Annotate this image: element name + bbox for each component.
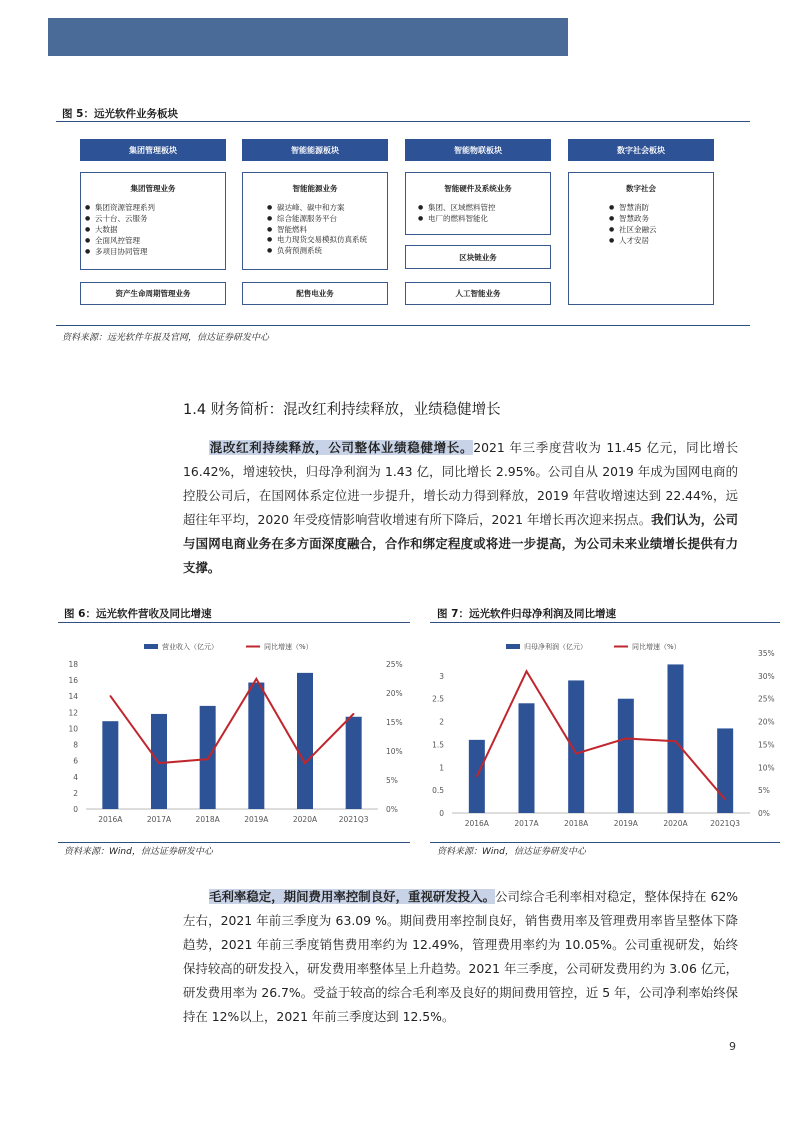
y-tick-label: 10: [68, 724, 78, 734]
panel-list: [406, 202, 550, 224]
panel-list: [81, 202, 225, 257]
legend-line-label: 同比增速（%）: [264, 643, 313, 651]
line-point: [353, 713, 355, 715]
fig5-top-rule: [56, 121, 750, 122]
x-tick-label: 2020A: [663, 819, 688, 828]
x-tick-label: 2018A: [195, 815, 220, 824]
p1-text: 2021 年三季度营收为 11.45 亿元，同比增长 16.42%，增速较快，归母净利润为 1.43 亿，同比增长 2.95%。公司自从 2019 年成为国网电商的控股公司后，在国网体系定位进一步提升，增长动力得到释放，2019 年营收增速达到 22.44%，远超往年平均，2020 年受疫情影响营收增速有所下降后，2021 年增长再次迎来拐点。: [183, 440, 739, 527]
y2-tick-label: 5%: [386, 776, 398, 785]
fig5-source: 资料来源：远光软件年报及官网，信达证券研发中心: [62, 333, 270, 343]
line-point: [476, 776, 478, 778]
y2-tick-label: 25%: [386, 660, 403, 669]
x-tick-label: 2019A: [613, 819, 638, 828]
list-item: ● 碳达峰、碳中和方案: [277, 202, 387, 213]
fig7-source: 资料来源：Wind，信达证券研发中心: [437, 847, 586, 857]
line-point: [724, 799, 726, 801]
x-tick-label: 2021Q3: [710, 819, 741, 828]
bar: [346, 717, 362, 809]
x-tick-label: 2020A: [292, 815, 318, 824]
y2-tick-label: 5%: [758, 786, 770, 796]
y-tick-label: 12: [68, 708, 78, 718]
fig5-panel-group: [80, 172, 226, 270]
p1-highlight: 混改红利持续释放，公司整体业绩稳健增长。: [209, 440, 474, 455]
bar: [151, 714, 167, 809]
y-tick-label: 16: [68, 676, 78, 686]
line-point: [575, 753, 577, 755]
panel-list: [243, 202, 387, 256]
y-tick-label: 1: [439, 763, 444, 773]
y2-tick-label: 10%: [386, 747, 403, 756]
fig5-panel-society: [568, 172, 714, 305]
growth-line: [477, 671, 725, 799]
fig5-header-group: 集团管理板块: [80, 139, 226, 161]
y-tick-label: 0: [439, 809, 444, 818]
fig5-header-iot: 智能物联板块: [405, 139, 551, 161]
list-item: ● 综合能源服务平台: [277, 213, 387, 224]
y2-tick-label: 0%: [386, 805, 398, 814]
bar: [618, 699, 634, 813]
bar: [102, 721, 118, 809]
y-tick-label: 1.5: [432, 740, 444, 750]
y-tick-label: 0.5: [432, 786, 444, 796]
list-item: ● 电力现货交易模拟仿真系统: [277, 235, 387, 245]
list-item: ● 人才安居: [619, 235, 713, 246]
x-tick-label: 2016A: [464, 819, 489, 828]
y2-tick-label: 25%: [758, 694, 775, 704]
y2-tick-label: 10%: [758, 763, 775, 773]
bar: [568, 680, 584, 813]
p2-text: 公司综合毛利率相对稳定，整体保持在 62%左右，2021 年前三季度为 63.09 %。期间费用率控制良好，销售费用率及管理费用率皆呈整体下降趋势，2021 年前三季度销售费用率约为 12.49%，管理费用率约为 10.05%。公司重视研发，始终保持较高的研发投入，研发费用率整体呈上升趋势。2021 年三季度，公司研发费用约为 3.06 亿元，研发费用率为 26.7%。受益于较高的综合毛利率及良好的期间费用管控，近 5 年，公司净利率始终保持在 12%以上，2021 年前三季度达到 12.5%。: [183, 889, 739, 1024]
y2-tick-label: 15%: [386, 718, 403, 727]
fig6-chart: [56, 628, 412, 838]
legend-bar-swatch: [506, 644, 520, 649]
x-tick-label: 2021Q3: [338, 815, 369, 824]
fig6-bottom-rule: [58, 842, 410, 843]
fig6-top-rule: [58, 622, 410, 623]
panel-title: 数字社会: [626, 184, 656, 193]
y-tick-label: 3: [439, 671, 444, 681]
list-item: ● 多项目协同管理: [95, 246, 225, 257]
list-item: ● 全面风控管理: [95, 235, 225, 246]
page-number: 9: [729, 1040, 736, 1053]
fig5-header-energy: 智能能源板块: [242, 139, 388, 161]
y-tick-label: 2: [439, 717, 444, 727]
y-tick-label: 14: [68, 692, 78, 702]
y2-tick-label: 20%: [386, 689, 403, 698]
list-item: ● 智慧政务: [619, 213, 713, 224]
list-item: ● 集团资源管理系列: [95, 202, 225, 213]
bar: [668, 664, 684, 813]
fig5-footer-ai: 人工智能业务: [405, 282, 551, 305]
x-tick-label: 2016A: [98, 815, 123, 824]
paragraph-1: [183, 436, 738, 580]
legend-bar-label: 营业收入（亿元）: [162, 643, 218, 651]
fig6-source: 资料来源：Wind，信达证券研发中心: [64, 847, 213, 857]
y2-tick-label: 0%: [758, 809, 770, 818]
fig7-chart: [428, 628, 782, 838]
list-item: ● 负荷预测系统: [277, 245, 387, 256]
y2-tick-label: 20%: [758, 717, 775, 727]
fig7-title: 图 7：远光软件归母净利润及同比增速: [437, 608, 616, 620]
y-tick-label: 2: [73, 788, 78, 798]
line-point: [625, 738, 627, 740]
fig5-panel-energy: [242, 172, 388, 270]
panel-title: 集团管理业务: [130, 184, 176, 193]
line-point: [304, 762, 306, 764]
bar: [248, 683, 264, 809]
fig7-bottom-rule: [430, 842, 780, 843]
p1-bold: 我们认为，公司与国网电商业务在多方面深度融合，合作和绑定程度或将进一步提高，为公司未来业绩增长提供有力支撑。: [183, 512, 738, 575]
bar: [519, 703, 535, 813]
fig5-header-society: 数字社会板块: [568, 139, 714, 161]
y2-tick-label: 15%: [758, 740, 775, 750]
section-heading: 1.4 财务简析：混改红利持续释放，业绩稳健增长: [183, 402, 501, 418]
panel-title: 智能能源业务: [292, 184, 338, 193]
fig5-footer-group: 资产生命周期管理业务: [80, 282, 226, 305]
fig6-title: 图 6：远光软件营收及同比增速: [64, 608, 212, 620]
legend-bar-swatch: [144, 644, 158, 649]
list-item: ● 集团、区域燃料管控: [428, 202, 550, 213]
line-point: [110, 695, 112, 697]
line-point: [158, 762, 160, 764]
y-tick-label: 8: [73, 740, 78, 750]
list-item: ● 大数据: [95, 224, 225, 235]
legend-bar-label: 归母净利润（亿元）: [524, 643, 587, 651]
list-item: ● 智慧消防: [619, 202, 713, 213]
fig7-top-rule: [430, 622, 780, 623]
list-item: ● 云十台、云服务: [95, 213, 225, 224]
list-item: ● 社区金融云: [619, 224, 713, 235]
y2-tick-label: 30%: [758, 671, 775, 681]
y-tick-label: 18: [68, 660, 78, 669]
line-point: [207, 758, 209, 760]
fig5-panel-iot: [405, 172, 551, 235]
y-tick-label: 2.5: [432, 694, 444, 704]
y-tick-label: 6: [73, 756, 78, 766]
y2-tick-label: 35%: [758, 649, 775, 658]
x-tick-label: 2017A: [514, 819, 539, 828]
list-item: ● 智能燃料: [277, 224, 387, 235]
x-tick-label: 2019A: [244, 815, 269, 824]
panel-list: [569, 202, 713, 246]
line-point: [256, 678, 258, 680]
x-tick-label: 2017A: [146, 815, 172, 824]
header-banner: [48, 18, 568, 56]
y-tick-label: 0: [73, 805, 78, 814]
paragraph-2: [183, 885, 738, 1029]
fig5-bottom-rule: [56, 325, 750, 326]
fig5-mid-blockchain: 区块链业务: [405, 245, 551, 269]
p2-highlight: 毛利率稳定，期间费用率控制良好，重视研发投入。: [209, 889, 496, 904]
y-tick-label: 4: [73, 772, 78, 782]
x-tick-label: 2018A: [564, 819, 589, 828]
line-point: [675, 740, 677, 742]
bar: [297, 673, 313, 809]
growth-line: [110, 679, 353, 763]
fig5-footer-energy: 配售电业务: [242, 282, 388, 305]
legend-line-label: 同比增速（%）: [632, 643, 681, 651]
panel-title: 智能硬件及系统业务: [444, 184, 512, 193]
fig5-title: 图 5：远光软件业务板块: [62, 108, 178, 120]
list-item: ● 电厂的燃料智能化: [428, 213, 550, 224]
line-point: [526, 670, 528, 672]
